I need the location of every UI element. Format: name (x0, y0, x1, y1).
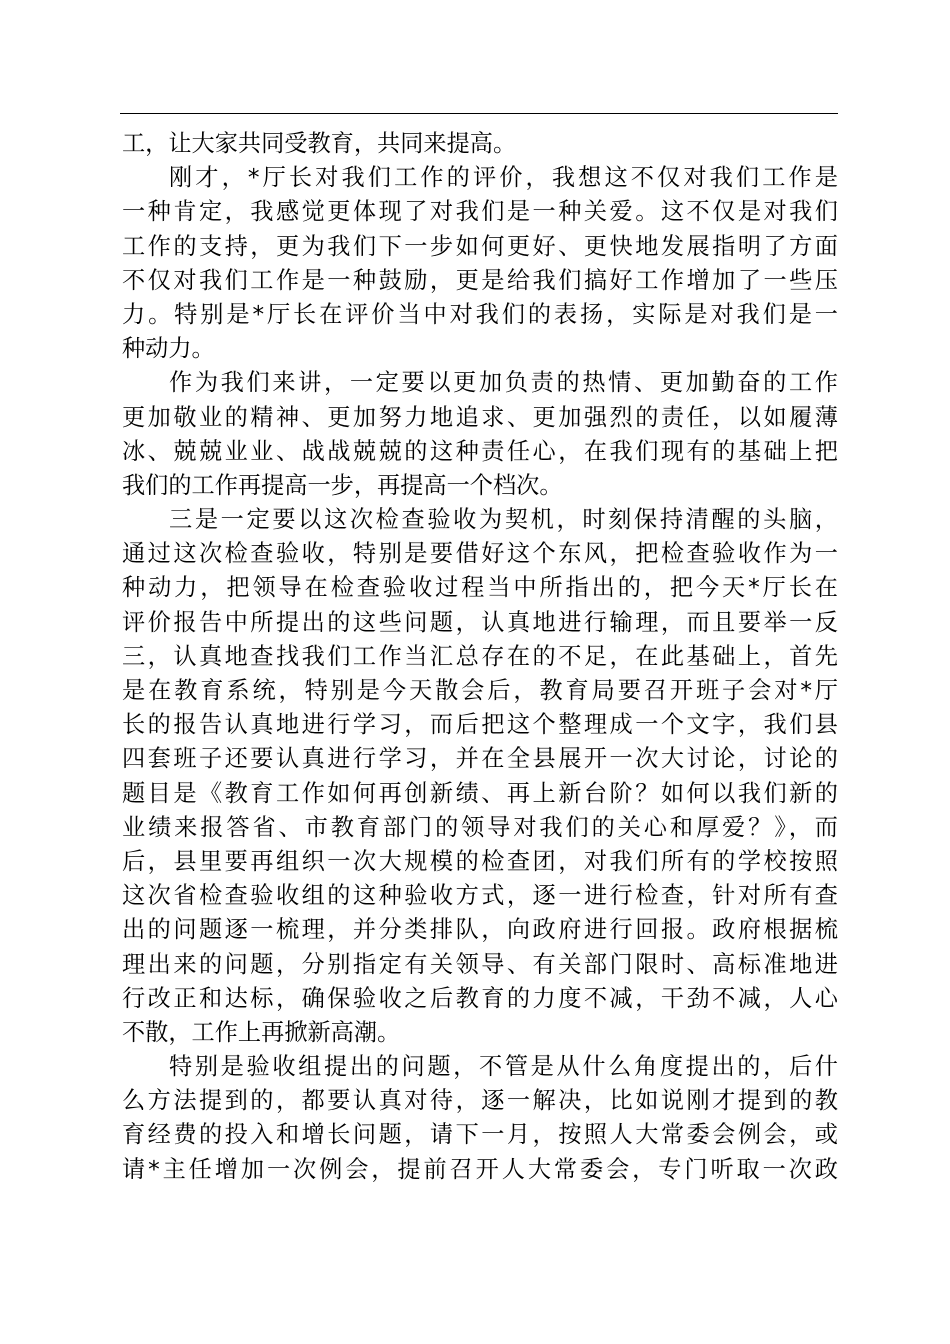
text-line: 评价报告中所提出的这些问题，认真地进行输理，而且要举一反 (122, 608, 838, 636)
text-line: 四套班子还要认真进行学习，并在全县展开一次大讨论，讨论的 (122, 745, 838, 773)
text-line: 一种肯定，我感觉更体现了对我们是一种关爱。这不仅是对我们 (122, 198, 838, 226)
text-line: 工作的支持，更为我们下一步如何更好、更快地发展指明了方面 (122, 232, 838, 260)
text-line: 行改正和达标，确保验收之后教育的力度不减，干劲不减，人心 (122, 984, 838, 1012)
text-line: 不散，工作上再掀新高潮。 (122, 1018, 401, 1046)
text-line: 种动力，把领导在检查验收过程当中所指出的，把今天*厅长在 (122, 574, 838, 602)
text-line: 通过这次检查验收，特别是要借好这个东风，把检查验收作为一 (122, 540, 838, 568)
text-line: 三是一定要以这次检查验收为契机，时刻保持清醒的头脑， (169, 506, 838, 534)
text-line: 出的问题逐一梳理，并分类排队，向政府进行回报。政府根据梳 (122, 916, 838, 944)
text-line: 长的报告认真地进行学习，而后把这个整理成一个文字，我们县 (122, 711, 838, 739)
text-line: 工，让大家共同受教育，共同来提高。 (122, 130, 517, 157)
text-line: 冰、兢兢业业、战战兢兢的这种责任心，在我们现有的基础上把 (122, 437, 838, 465)
text-line: 特别是验收组提出的问题，不管是从什么角度提出的，后什 (169, 1053, 838, 1081)
text-line: 这次省检查验收组的这种验收方式，逐一进行检查，针对所有查 (122, 882, 838, 910)
text-line: 后，县里要再组织一次大规模的检查团，对我们所有的学校按照 (122, 847, 838, 875)
text-line: 作为我们来讲，一定要以更加负责的热情、更加勤奋的工作 (169, 369, 838, 397)
text-line: 不仅对我们工作是一种鼓励，更是给我们搞好工作增加了一些压 (122, 266, 838, 294)
text-line: 力。特别是*厅长在评价当中对我们的表扬，实际是对我们是一 (122, 300, 838, 328)
header-rule (120, 113, 838, 114)
text-line: 更加敬业的精神、更加努力地追求、更加强烈的责任，以如履薄 (122, 403, 838, 431)
text-line: 育经费的投入和增长问题，请下一月，按照人大常委会例会，或 (122, 1121, 838, 1149)
text-line: 我们的工作再提高一步，再提高一个档次。 (122, 471, 563, 499)
text-line: 刚才，*厅长对我们工作的评价，我想这不仅对我们工作是 (169, 164, 838, 192)
text-line: 题目是《教育工作如何再创新绩、再上新台阶？如何以我们新的 (122, 779, 838, 807)
text-line: 请*主任增加一次例会，提前召开人大常委会，专门听取一次政 (122, 1155, 838, 1183)
text-line: 种动力。 (122, 335, 215, 363)
text-line: 理出来的问题，分别指定有关领导、有关部门限时、高标准地进 (122, 950, 838, 978)
text-line: 么方法提到的，都要认真对待，逐一解决，比如说刚才提到的教 (122, 1087, 838, 1115)
text-line: 业绩来报答省、市教育部门的领导对我们的关心和厚爱？》，而 (122, 813, 838, 841)
text-line: 是在教育系统，特别是今天散会后，教育局要召开班子会对*厅 (122, 677, 838, 704)
text-line: 三，认真地查找我们工作当汇总存在的不足，在此基础上，首先 (122, 642, 838, 670)
body-text (122, 127, 838, 1187)
